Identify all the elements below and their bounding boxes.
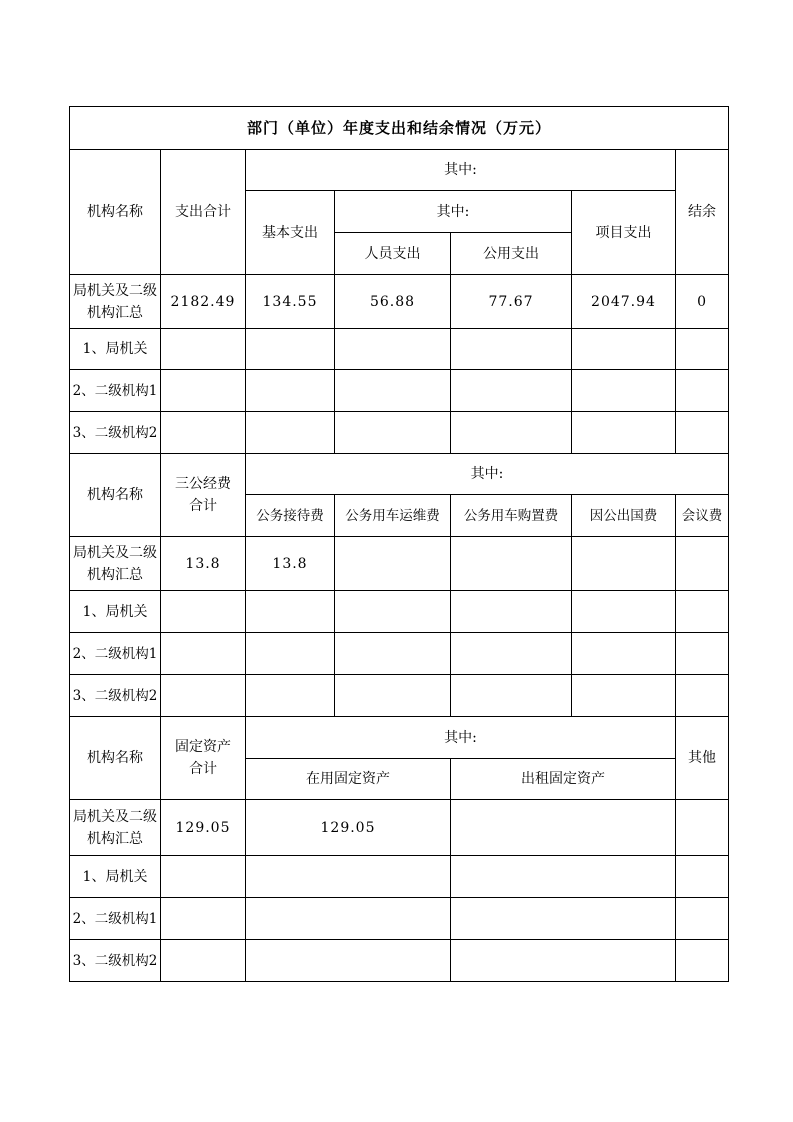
row-other	[676, 940, 729, 982]
table-row	[70, 675, 729, 717]
row-total	[161, 898, 246, 940]
row-surplus: 0	[676, 275, 729, 329]
table-row	[70, 412, 729, 454]
s1-surplus-header: 结余	[676, 150, 729, 275]
row-vehicle-ops	[335, 633, 451, 675]
s2-of-which-header: 其中:	[246, 454, 729, 495]
s3-in-use-header: 在用固定资产	[246, 759, 451, 800]
row-org-name: 3、二级机构2	[70, 675, 161, 717]
row-project: 2047.94	[572, 275, 676, 329]
s1-of-which-header: 其中:	[246, 150, 676, 191]
s3-total-header: 固定资产合计	[161, 717, 246, 800]
row-personnel	[335, 370, 451, 412]
s1-of-which-inner-header: 其中:	[335, 191, 572, 233]
row-org-name: 局机关及二级机构汇总	[70, 537, 161, 591]
row-in-use	[246, 940, 451, 982]
row-org-name: 3、二级机构2	[70, 940, 161, 982]
s2-vehicle-purchase-header: 公务用车购置费	[451, 495, 572, 537]
table-row	[70, 275, 729, 329]
table-row	[70, 633, 729, 675]
table-row	[70, 856, 729, 898]
s2-vehicle-ops-header: 公务用车运维费	[335, 495, 451, 537]
row-abroad	[572, 633, 676, 675]
row-abroad	[572, 537, 676, 591]
row-org-name: 2、二级机构1	[70, 633, 161, 675]
row-project	[572, 329, 676, 370]
row-rented	[451, 898, 676, 940]
row-vehicle-purchase	[451, 591, 572, 633]
row-meeting	[676, 633, 729, 675]
row-abroad	[572, 591, 676, 633]
table-row	[70, 591, 729, 633]
row-total	[161, 412, 246, 454]
row-org-name: 1、局机关	[70, 856, 161, 898]
expenditure-report-table	[69, 106, 729, 982]
row-personnel	[335, 412, 451, 454]
row-project	[572, 370, 676, 412]
row-basic	[246, 412, 335, 454]
s1-public-header: 公用支出	[451, 233, 572, 275]
s3-other-header: 其他	[676, 717, 729, 800]
row-reception	[246, 591, 335, 633]
row-total	[161, 940, 246, 982]
row-in-use: 129.05	[246, 800, 451, 856]
row-org-name: 1、局机关	[70, 591, 161, 633]
row-meeting	[676, 537, 729, 591]
row-total	[161, 633, 246, 675]
row-total	[161, 370, 246, 412]
row-vehicle-purchase	[451, 675, 572, 717]
s1-total-header: 支出合计	[161, 150, 246, 275]
row-vehicle-ops	[335, 675, 451, 717]
row-abroad	[572, 675, 676, 717]
s2-org-name-header: 机构名称	[70, 454, 161, 537]
row-total: 129.05	[161, 800, 246, 856]
row-rented	[451, 940, 676, 982]
row-vehicle-ops	[335, 591, 451, 633]
row-meeting	[676, 675, 729, 717]
row-rented	[451, 856, 676, 898]
row-org-name: 局机关及二级机构汇总	[70, 800, 161, 856]
row-org-name: 2、二级机构1	[70, 370, 161, 412]
s3-rented-header: 出租固定资产	[451, 759, 676, 800]
table-row	[70, 800, 729, 856]
row-personnel	[335, 329, 451, 370]
row-reception	[246, 675, 335, 717]
row-meeting	[676, 591, 729, 633]
s2-total-header: 三公经费合计	[161, 454, 246, 537]
s3-of-which-header: 其中:	[246, 717, 676, 759]
row-surplus	[676, 370, 729, 412]
row-basic: 134.55	[246, 275, 335, 329]
row-reception	[246, 633, 335, 675]
table-row	[70, 370, 729, 412]
s2-reception-header: 公务接待费	[246, 495, 335, 537]
row-total: 13.8	[161, 537, 246, 591]
row-org-name: 局机关及二级机构汇总	[70, 275, 161, 329]
row-public	[451, 329, 572, 370]
row-total	[161, 856, 246, 898]
table-row	[70, 898, 729, 940]
row-personnel: 56.88	[335, 275, 451, 329]
row-surplus	[676, 412, 729, 454]
row-total	[161, 675, 246, 717]
row-rented	[451, 800, 676, 856]
row-vehicle-purchase	[451, 537, 572, 591]
row-in-use	[246, 898, 451, 940]
row-public	[451, 370, 572, 412]
s2-abroad-header: 因公出国费	[572, 495, 676, 537]
row-basic	[246, 370, 335, 412]
row-project	[572, 412, 676, 454]
table-row	[70, 940, 729, 982]
row-total	[161, 591, 246, 633]
row-public	[451, 412, 572, 454]
table-title: 部门（单位）年度支出和结余情况（万元）	[70, 107, 729, 150]
s1-basic-header: 基本支出	[246, 191, 335, 275]
row-org-name: 3、二级机构2	[70, 412, 161, 454]
row-other	[676, 898, 729, 940]
row-org-name: 1、局机关	[70, 329, 161, 370]
s1-project-header: 项目支出	[572, 191, 676, 275]
s1-org-name-header: 机构名称	[70, 150, 161, 275]
row-other	[676, 800, 729, 856]
row-other	[676, 856, 729, 898]
row-public: 77.67	[451, 275, 572, 329]
row-vehicle-ops	[335, 537, 451, 591]
row-total	[161, 329, 246, 370]
s3-org-name-header: 机构名称	[70, 717, 161, 800]
row-basic	[246, 329, 335, 370]
table-row	[70, 329, 729, 370]
row-surplus	[676, 329, 729, 370]
row-in-use	[246, 856, 451, 898]
s1-personnel-header: 人员支出	[335, 233, 451, 275]
s2-meeting-header: 会议费	[676, 495, 729, 537]
table-row	[70, 537, 729, 591]
row-vehicle-purchase	[451, 633, 572, 675]
row-total: 2182.49	[161, 275, 246, 329]
row-reception: 13.8	[246, 537, 335, 591]
row-org-name: 2、二级机构1	[70, 898, 161, 940]
